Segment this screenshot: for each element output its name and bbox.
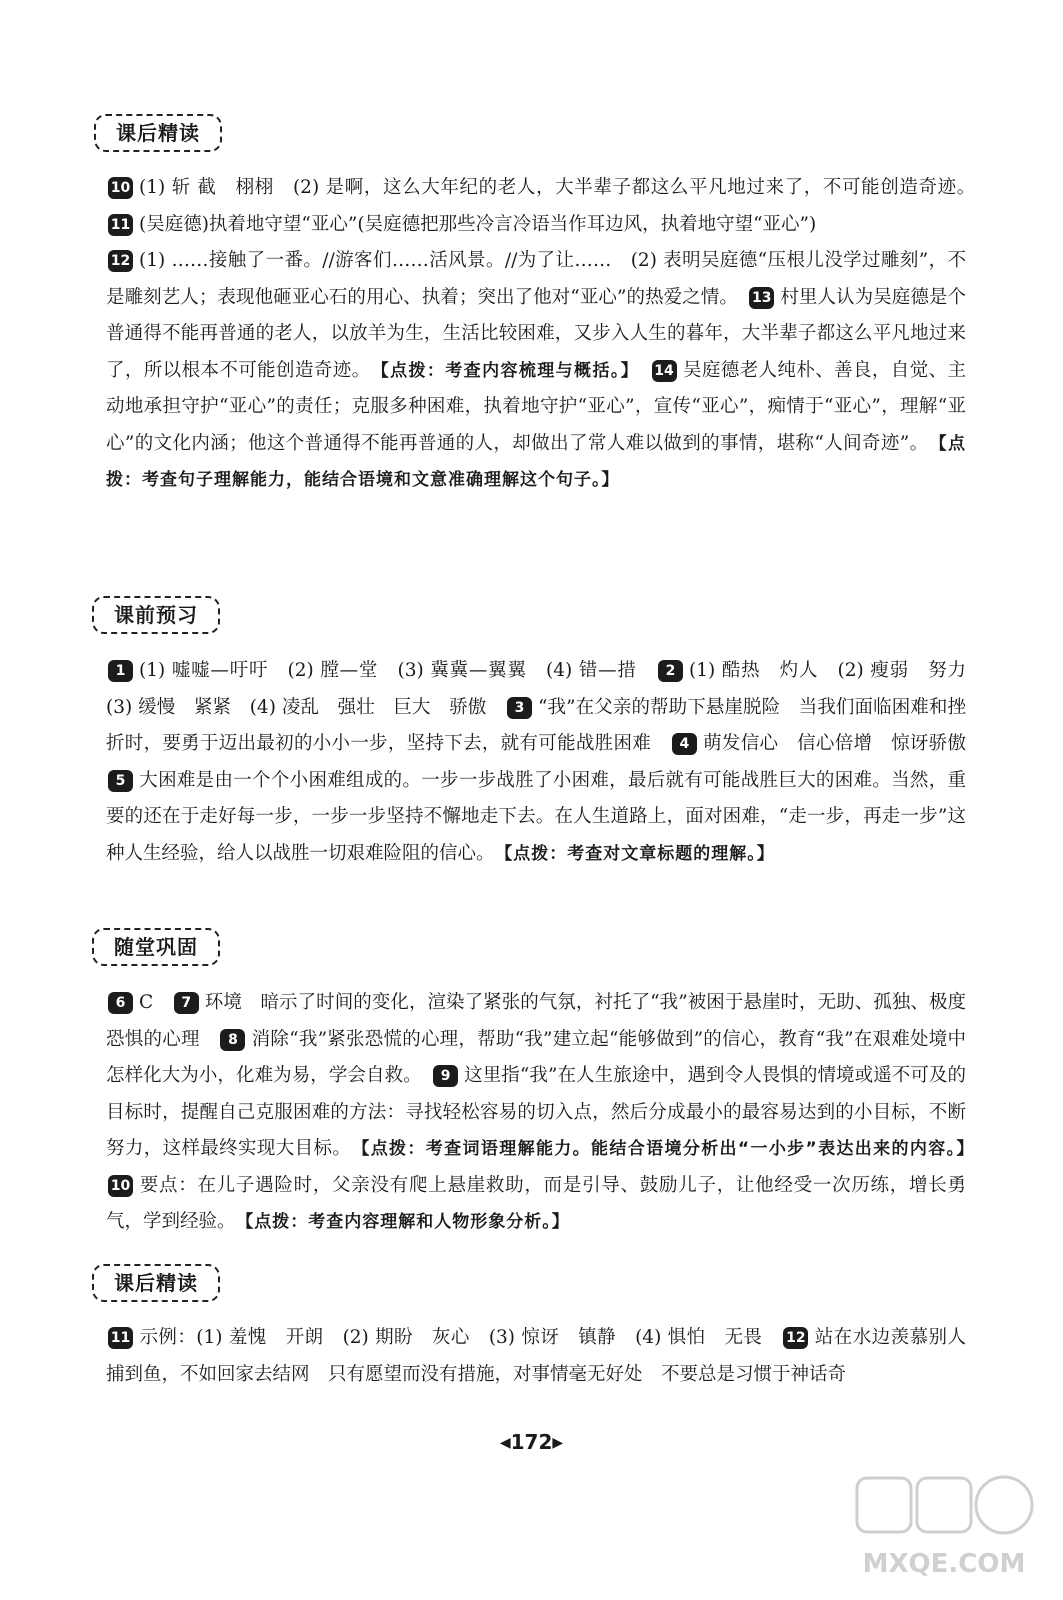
answer-text: 大困难是由一个个小困难组成的。一步一步战胜了小困难，最后就有可能战胜巨大的困难。当然，重要的还在于走好每一步，一步一步坚持不懈地走下去。在人生道路上，面对困难，“走一步，再走一步”这种人生经验，给人以战胜一切艰难险阻的信心。 (106, 769, 966, 864)
answer-text: 站在水边羡慕别人捕到鱼，不如回家去结网 只有愿望而没有措施，对事情毫无好处 不要总是习惯于神话奇 (106, 1327, 966, 1385)
question-number-badge: 12 (108, 250, 133, 272)
answer-text: 环境 暗示了时间的变化，渲染了紧张的气氛，衬托了“我”被困于悬崖时，无助、孤独、极度恐惧的心理 (106, 992, 966, 1050)
section-in-class (106, 985, 966, 1241)
answer-paragraph (106, 653, 985, 872)
watermark-logo-icon (849, 1472, 1039, 1582)
answer-text: (1) 斩 截 栩栩 (2) 是啊，这么大年纪的老人，大半辈子都这么平凡地过来了，不可能创造奇迹。 (139, 177, 966, 198)
answer-text: (1) 酷热 灼人 (2) 瘦弱 努力 (3) 缓慢 紧紧 (4) 凌乱 强壮 巨大 骄傲 (106, 660, 985, 718)
question-number-badge: 1 (108, 660, 133, 682)
hint-note: 【点拨：考查内容梳理与概括。】 (380, 360, 631, 381)
answer-text: C (139, 992, 154, 1013)
hint-note: 【点拨：考查词语理解能力。能结合语境分析出“一小步”表达出来的内容。】 (360, 1139, 966, 1159)
answer-paragraph (106, 170, 966, 499)
question-number-badge: 12 (783, 1327, 808, 1349)
section-pre-class (106, 653, 985, 872)
question-number-badge: 5 (108, 770, 133, 792)
section-tag-after-class-reading-2 (92, 1264, 220, 1302)
question-number-badge: 10 (108, 177, 133, 199)
watermark-url: MXQE.COM (862, 1549, 1026, 1579)
section-tag-pre-class (92, 596, 220, 634)
lesson-heading (408, 535, 426, 581)
answer-paragraph (106, 1320, 966, 1393)
section-tag-label: 课后精读 (116, 121, 200, 145)
page-number-text: 172 (510, 1430, 553, 1454)
answer-text: 消除“我”紧张恐慌的心理，帮助“我”建立起“能够做到”的信心，教育“我”在艰难处境中怎样化大为小，化难为易，学会自救。 (106, 1028, 966, 1086)
answer-text: 这里指“我”在人生旅途中，遇到令人畏惧的情境或遥不可及的目标时，提醒自己克服困难的方法：寻找轻松容易的切入点，然后分成最小的最容易达到的小目标，不断努力，这样最终实现大目标。 (106, 1065, 966, 1159)
question-number-badge: 7 (174, 992, 199, 1014)
answer-text: (1) 嘘嘘—吁吁 (2) 膛—堂 (3) 冀冀—翼翼 (4) 错—措 (139, 660, 637, 681)
answer-text: 萌发信心 信心倍增 惊讶骄傲 (702, 733, 966, 754)
hint-note: 【点拨：考查句子理解能力，能结合语境和文意准确理解这个句子。】 (106, 433, 966, 490)
watermark-logo (849, 1472, 1039, 1582)
question-number-badge: 11 (108, 1327, 133, 1349)
answer-text: “我”在父亲的帮助下悬崖脱险 当我们面临困难和挫折时，要勇于迈出最初的小小一步，坚持下去，就有可能战胜困难 (106, 696, 966, 754)
right-triangle-icon: ▶ (552, 1435, 564, 1451)
left-triangle-icon: ◀ (499, 1435, 511, 1451)
section-after-class-reading-2 (106, 1320, 966, 1393)
section-after-class-reading-1 (106, 170, 966, 499)
answer-text: 村里人认为吴庭德是个普通得不能再普通的老人，以放羊为生，生活比较困难，又步入人生的暮年，大半辈子都这么平凡地过来了，所以根本不可能创造奇迹。 (106, 286, 966, 381)
question-number-badge: 10 (108, 1175, 133, 1197)
question-number-badge: 13 (749, 287, 774, 309)
section-tag-after-class-reading-1 (94, 114, 222, 152)
question-number-badge: 11 (108, 214, 133, 236)
answer-text: (1) ……接触了一番。//游客们……活风景。//为了让…… (2) 表明吴庭德“压根儿没学过雕刻”，不是雕刻艺人；表现他砸亚心石的用心、执着；突出了他对“亚心”的热爱之情。 (106, 250, 966, 308)
question-number-badge: 3 (507, 697, 532, 719)
question-number-badge: 6 (108, 992, 133, 1014)
answer-text: 吴庭德老人纯朴、善良，自觉、主动地承担守护“亚心”的责任；克服多种困难，执着地守护“亚心”，宣传“亚心”，痴情于“亚心”，理解“亚心”的文化内涵；他这个普通得不能再普通的人，却做出了常人难以做到的事情，堪称“人间奇迹”。 (106, 359, 966, 454)
page-number (0, 1430, 1063, 1454)
question-number-badge: 14 (652, 360, 677, 382)
question-number-badge: 8 (220, 1029, 245, 1051)
section-tag-label: 随堂巩固 (114, 935, 198, 959)
section-tag-label: 课后精读 (114, 1271, 198, 1295)
question-number-badge: 4 (672, 733, 697, 755)
question-number-badge: 9 (433, 1065, 458, 1087)
question-number-badge: 2 (658, 660, 683, 682)
answer-text: (吴庭德)执着地守望“亚心”(吴庭德把那些冷言冷语当作耳边风，执着地守望“亚心”) (139, 213, 817, 235)
answer-text: 示例：(1) 羞愧 开朗 (2) 期盼 灰心 (3) 惊讶 镇静 (4) 惧怕 无畏 (139, 1327, 763, 1348)
hint-note: 【点拨：考查对文章标题的理解。】 (503, 843, 775, 864)
answer-paragraph (106, 985, 966, 1241)
hint-note: 【点拨：考查内容理解和人物形象分析。】 (244, 1212, 570, 1232)
section-tag-in-class (92, 928, 220, 966)
answer-text: 要点：在儿子遇险时，父亲没有爬上悬崖救助，而是引导、鼓励儿子，让他经受一次历练，增长勇气，学到经验。 (106, 1174, 966, 1232)
section-tag-label: 课前预习 (114, 603, 198, 627)
